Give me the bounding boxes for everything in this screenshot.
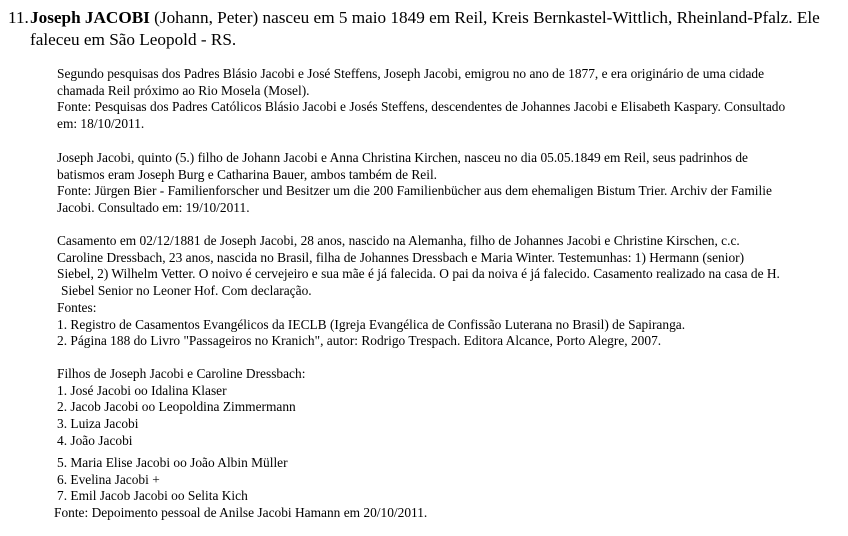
child-item: 6. Evelina Jacobi + xyxy=(57,471,160,487)
text-line: Siebel, 2) Wilhelm Vetter. O noivo é cervejeiro e sua mãe é já falecida. O pai da noiva é já falecido. Casamento realizado na casa de H. xyxy=(57,266,780,282)
heading-line-1 xyxy=(8,7,840,29)
text-line: Joseph Jacobi, quinto (5.) filho de Johann Jacobi e Anna Christina Kirchen, nasceu no dia 05.05.1849 em Reil, seus padrinhos de xyxy=(57,150,748,165)
child-item: 5. Maria Elise Jacobi oo João Albin Müller xyxy=(57,455,288,470)
heading-line-2: faleceu em São Leopold - RS. xyxy=(30,30,237,49)
source-line: Jacobi. Consultado em: 19/10/2011. xyxy=(57,200,250,216)
text-line: batismos eram Joseph Burg e Catharina Bauer, ambos também de Reil. xyxy=(57,166,438,182)
text-line: Caroline Dressbach, 23 anos, nascida no Brasil, filha de Johannes Dressbach e Maria Winter. Testemunhas: 1) Hermann (senior) xyxy=(57,249,745,265)
child-item: 3. Luiza Jacobi xyxy=(57,416,139,432)
source-item: 1. Registro de Casamentos Evangélicos da IECLB (Igreja Evangélica de Confissão Luterana no Brasil) de Sapiranga. xyxy=(57,316,686,332)
birth-paragraph xyxy=(57,150,847,217)
child-item: 2. Jacob Jacobi oo Leopoldina Zimmermann xyxy=(57,399,296,415)
person-name: Joseph JACOBI xyxy=(30,8,150,27)
source-line: Fonte: Jürgen Bier - Familienforscher und Besitzer um die 200 Familienbücher aus dem ehemaligen Bistum Trier. Archiv der Familie xyxy=(57,183,772,199)
children-heading: Filhos de Joseph Jacobi e Caroline Dressbach: xyxy=(57,366,306,381)
footer-source: Fonte: Depoimento pessoal de Anilse Jacobi Hamann em 20/10/2011. xyxy=(54,505,428,520)
child-item: 4. João Jacobi xyxy=(57,432,133,448)
source-line: Fonte: Pesquisas dos Padres Católicos Blásio Jacobi e Josés Steffens, descendentes de Johannes Jacobi e Elisabeth Kaspary. Consultado xyxy=(57,99,786,115)
text-line: chamada Reil próximo ao Rio Mosela (Mosel). xyxy=(57,82,310,98)
entry-heading xyxy=(8,7,840,51)
children-list-continued xyxy=(57,455,847,505)
text-line: Segundo pesquisas dos Padres Blásio Jacobi e José Steffens, Joseph Jacobi, emigrou no ano de 1877, e era originário de uma cidade xyxy=(57,66,765,81)
child-item: 1. José Jacobi oo Idalina Klaser xyxy=(57,382,227,398)
emigration-paragraph xyxy=(57,66,847,133)
children-list xyxy=(57,366,847,450)
source-item: 2. Página 188 do Livro "Passageiros no Kranich", autor: Rodrigo Trespach. Editora Alcance, Porto Alegre, 2007. xyxy=(57,333,662,349)
entry-number: 11. xyxy=(8,8,29,27)
child-item: 7. Emil Jacob Jacobi oo Selita Kich xyxy=(57,488,248,504)
marriage-paragraph xyxy=(57,233,847,350)
text-line: Casamento em 02/12/1881 de Joseph Jacobi, 28 anos, nascido na Alemanha, filho de Johannes Jacobi e Christine Kirschen, c.c. xyxy=(57,233,740,248)
text-line: Siebel Senior no Leoner Hof. Com declaração. xyxy=(61,283,312,299)
sources-heading: Fontes: xyxy=(57,299,97,315)
heading-line-1-rest: (Johann, Peter) nasceu em 5 maio 1849 em Reil, Kreis Bernkastel-Wittlich, Rheinland-Pfalz. Ele xyxy=(149,8,820,27)
source-line: em: 18/10/2011. xyxy=(57,116,145,132)
